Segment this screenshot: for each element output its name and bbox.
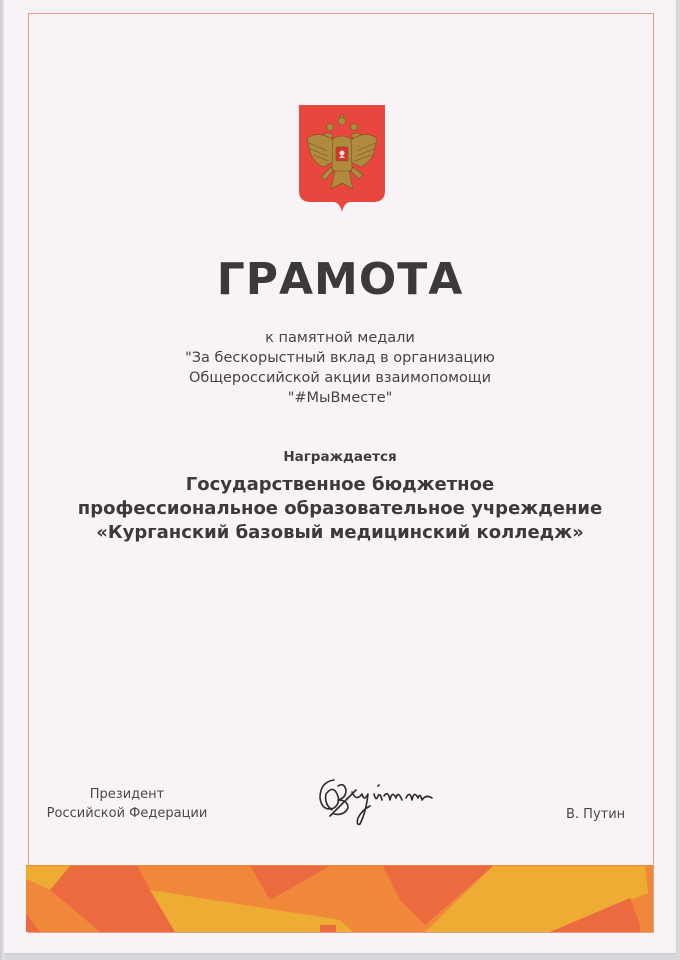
signer-role: [32, 785, 222, 823]
subtitle-line: Общероссийской акции взаимопомощи: [188, 370, 492, 386]
certificate-subtitle: [0, 328, 680, 408]
coat-of-arms-icon: [297, 103, 387, 213]
awarded-label: Награждается: [283, 449, 397, 465]
signer-role-line: Президент: [89, 787, 165, 802]
recipient-name: [0, 473, 680, 545]
signer-name: В. Путин: [566, 807, 626, 822]
subtitle-line: к памятной медали: [265, 330, 415, 346]
subtitle-line: "За бескорыстный вклад в организацию: [185, 350, 495, 366]
subtitle-line: "#МыВместе": [287, 390, 393, 406]
decorative-banner: [26, 865, 653, 932]
recipient-line: «Курганский базовый медицинский колледж»: [96, 522, 584, 543]
certificate-title: ГРАМОТА: [216, 254, 464, 305]
signer-role-line: Российской Федерации: [46, 806, 208, 821]
recipient-line: профессиональное образовательное учреждение: [77, 498, 603, 519]
signature-image: [316, 772, 452, 828]
recipient-line: Государственное бюджетное: [185, 474, 495, 495]
